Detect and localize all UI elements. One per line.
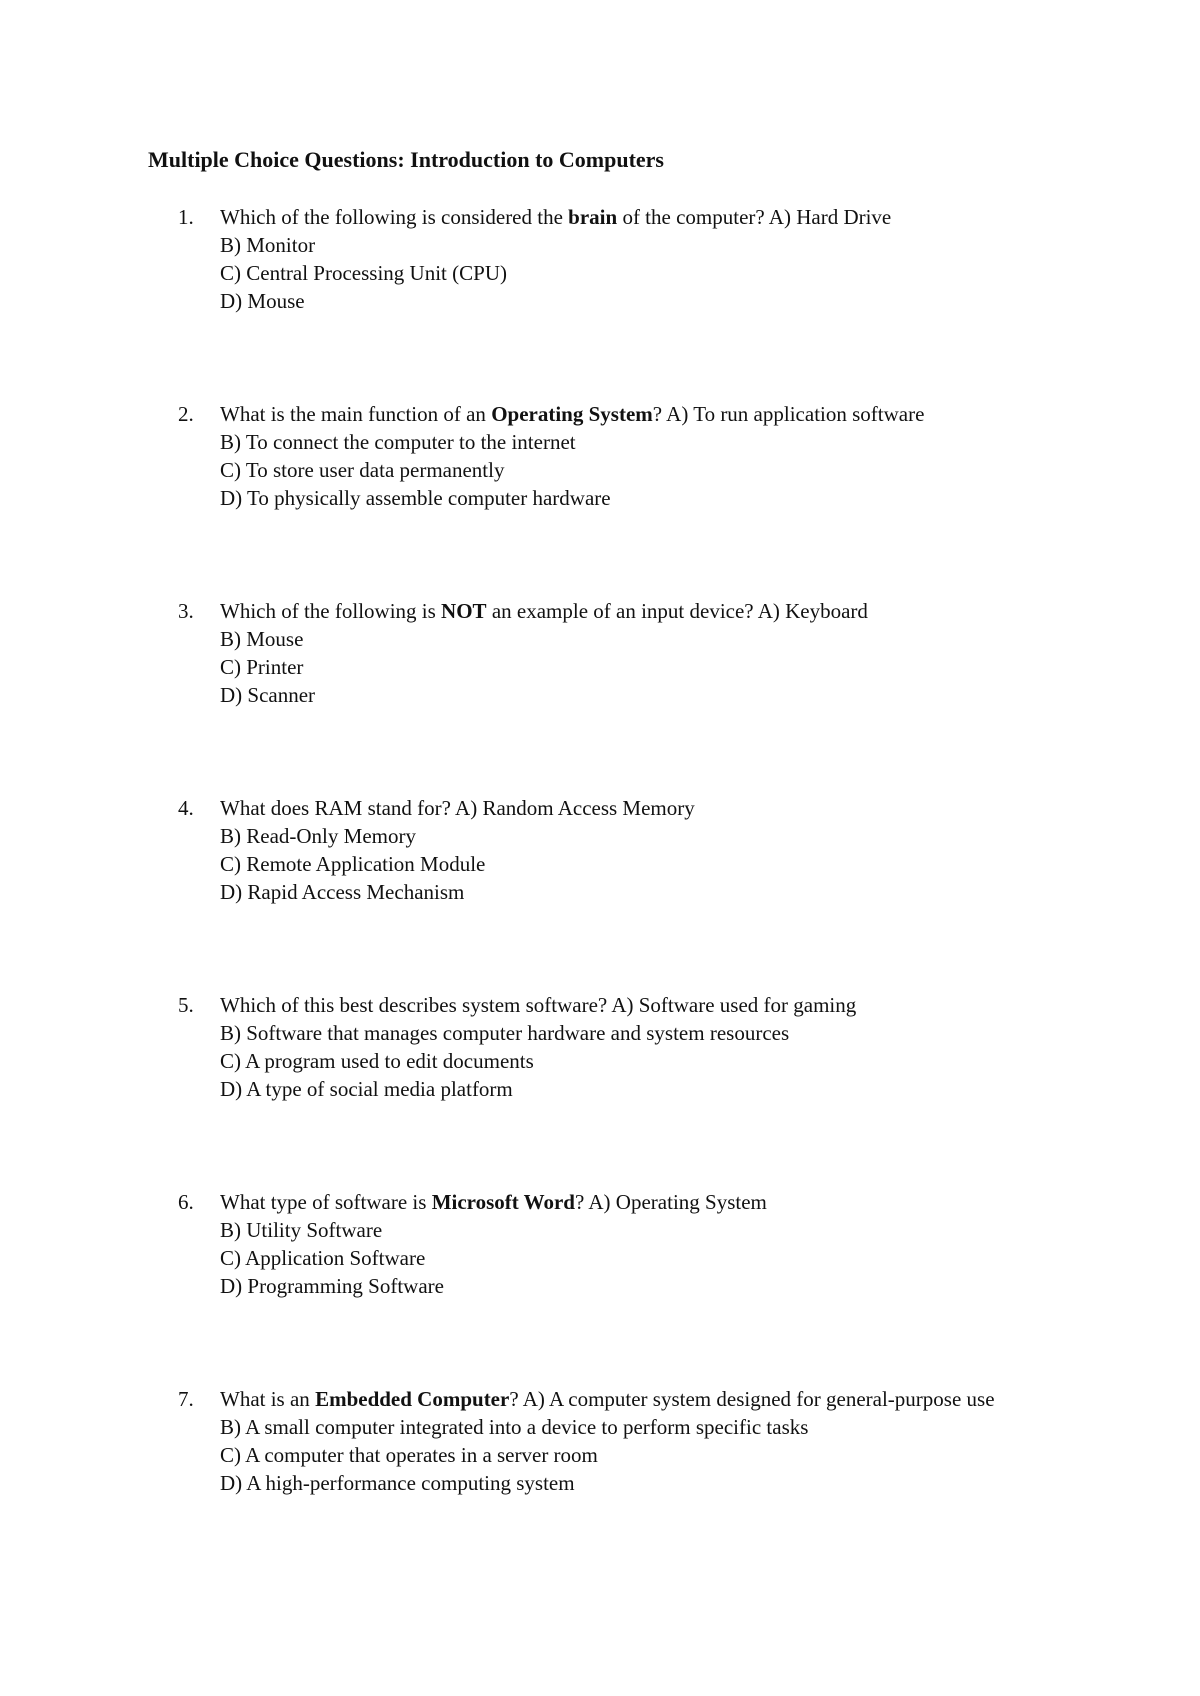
answer-option-c: C) To store user data permanently — [220, 458, 505, 482]
answer-option-b: B) Read-Only Memory — [220, 824, 416, 848]
stem-emphasis: Embedded Computer — [315, 1387, 510, 1411]
question-number: 5. — [178, 993, 194, 1017]
answer-option-d: D) Mouse — [220, 289, 305, 313]
question-stem — [220, 794, 1058, 822]
question-body — [220, 1385, 1058, 1497]
stem-text-after: an example of an input device? A) Keyboard — [486, 599, 868, 623]
answer-option-b: B) Utility Software — [220, 1218, 383, 1242]
stem-text-before: Which of the following is — [220, 599, 442, 623]
question-body — [220, 400, 1058, 512]
stem-text-before: What does RAM stand for? A) Random Access Memory — [220, 796, 695, 820]
stem-text-after: ? A) A computer system designed for general-purpose use — [509, 1387, 995, 1411]
question-number: 2. — [178, 402, 194, 426]
answer-option-b: B) A small computer integrated into a device to perform specific tasks — [220, 1415, 809, 1439]
stem-text-after: ? A) Operating System — [574, 1190, 767, 1214]
answer-option-d: D) Scanner — [220, 683, 316, 707]
stem-text-after: ? A) To run application software — [652, 402, 925, 426]
answer-option-c: C) Application Software — [220, 1246, 426, 1270]
stem-text-after: of the computer? A) Hard Drive — [617, 205, 892, 229]
answer-option-b: B) Software that manages computer hardware and system resources — [220, 1021, 790, 1045]
question-number: 1. — [178, 205, 194, 229]
answer-option-c: C) Central Processing Unit (CPU) — [220, 261, 507, 285]
question-body — [220, 597, 1058, 709]
question-number: 3. — [178, 599, 194, 623]
answer-option-c: C) Remote Application Module — [220, 852, 486, 876]
question-body — [220, 1188, 1058, 1300]
answer-option-d: D) A type of social media platform — [220, 1077, 513, 1101]
question-1 — [178, 203, 1058, 315]
question-stem — [220, 991, 1058, 1019]
answer-option-d: D) Rapid Access Mechanism — [220, 880, 465, 904]
stem-text-before: What is the main function of an — [220, 402, 492, 426]
question-stem — [220, 400, 1058, 428]
answer-option-c: C) Printer — [220, 655, 304, 679]
page-title: Multiple Choice Questions: Introduction to Computers — [148, 147, 664, 172]
question-stem — [220, 1385, 1058, 1413]
stem-emphasis: Microsoft Word — [431, 1190, 575, 1214]
question-3 — [178, 597, 1058, 709]
question-body — [220, 203, 1058, 315]
answer-option-b: B) Monitor — [220, 233, 316, 257]
stem-text-before: What is an — [220, 1387, 316, 1411]
stem-text-before: Which of this best describes system software? A) Software used for gaming — [220, 993, 857, 1017]
question-7 — [178, 1385, 1058, 1497]
answer-option-c: C) A computer that operates in a server room — [220, 1443, 598, 1467]
answer-option-d: D) Programming Software — [220, 1274, 444, 1298]
question-6 — [178, 1188, 1058, 1300]
question-4 — [178, 794, 1058, 906]
answer-option-d: D) To physically assemble computer hardware — [220, 486, 611, 510]
question-number: 7. — [178, 1387, 194, 1411]
stem-text-before: Which of the following is considered the — [220, 205, 569, 229]
answer-option-c: C) A program used to edit documents — [220, 1049, 534, 1073]
question-2 — [178, 400, 1058, 512]
stem-emphasis: Operating System — [491, 402, 653, 426]
question-body — [220, 794, 1058, 906]
question-number: 6. — [178, 1190, 194, 1214]
answer-option-b: B) To connect the computer to the internet — [220, 430, 576, 454]
stem-emphasis: NOT — [441, 599, 487, 623]
stem-text-before: What type of software is — [220, 1190, 432, 1214]
question-body — [220, 991, 1058, 1103]
answer-option-d: D) A high-performance computing system — [220, 1471, 575, 1495]
question-stem — [220, 203, 1058, 231]
question-number: 4. — [178, 796, 194, 820]
question-stem — [220, 597, 1058, 625]
question-stem — [220, 1188, 1058, 1216]
stem-emphasis: brain — [568, 205, 618, 229]
answer-option-b: B) Mouse — [220, 627, 304, 651]
question-5 — [178, 991, 1058, 1103]
